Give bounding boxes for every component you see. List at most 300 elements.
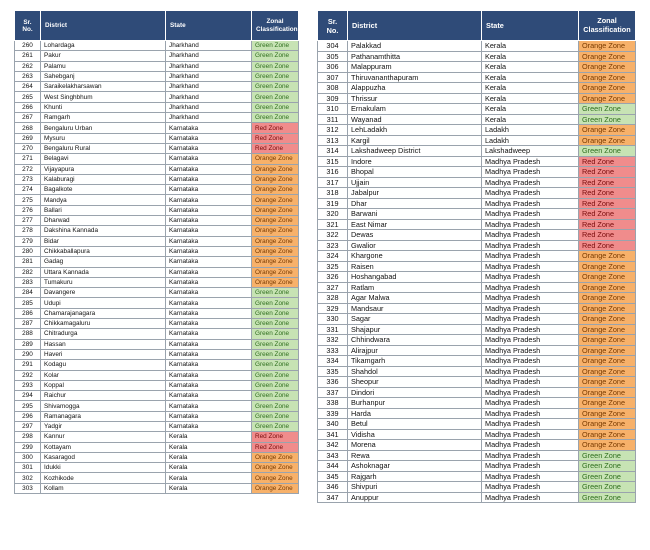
table-row	[15, 164, 299, 174]
table-row	[318, 461, 636, 472]
table-row	[318, 230, 636, 241]
district-cell: Gadag	[41, 257, 166, 267]
zone-cell: Orange Zone	[252, 205, 299, 215]
table-row	[15, 205, 299, 215]
state-cell: Kerala	[166, 483, 252, 493]
district-cell: Mandsaur	[348, 303, 482, 314]
sr-no-cell: 337	[318, 387, 348, 398]
district-cell: Kasaragod	[41, 452, 166, 462]
sr-no-cell: 335	[318, 366, 348, 377]
sr-no-cell: 301	[15, 463, 41, 473]
table-row	[15, 185, 299, 195]
zone-cell: Orange Zone	[579, 282, 636, 293]
zone-cell: Orange Zone	[252, 195, 299, 205]
table-row	[15, 195, 299, 205]
sr-no-cell: 342	[318, 440, 348, 451]
table-row	[318, 93, 636, 104]
state-cell: Jharkhand	[166, 71, 252, 81]
state-header: State	[482, 11, 579, 41]
table-row	[318, 303, 636, 314]
zone-cell: Green Zone	[252, 71, 299, 81]
district-cell: Udupi	[41, 298, 166, 308]
state-cell: Kerala	[166, 473, 252, 483]
table-row	[15, 432, 299, 442]
table-header-row	[318, 11, 636, 41]
state-cell: Karnataka	[166, 421, 252, 431]
sr-no-cell: 263	[15, 71, 41, 81]
district-header: District	[41, 11, 166, 41]
table-row	[318, 146, 636, 157]
state-cell: Madhya Pradesh	[482, 324, 579, 335]
zone-cell: Orange Zone	[252, 473, 299, 483]
sr-no-cell: 291	[15, 360, 41, 370]
state-cell: Karnataka	[166, 174, 252, 184]
zone-cell: Green Zone	[252, 288, 299, 298]
state-cell: Karnataka	[166, 205, 252, 215]
zone-cell: Red Zone	[579, 209, 636, 220]
sr-no-cell: 313	[318, 135, 348, 146]
zone-cell: Red Zone	[579, 198, 636, 209]
state-cell: Karnataka	[166, 123, 252, 133]
district-cell: Harda	[348, 408, 482, 419]
state-cell: Karnataka	[166, 308, 252, 318]
state-cell: Karnataka	[166, 298, 252, 308]
sr-no-cell: 290	[15, 349, 41, 359]
state-cell: Madhya Pradesh	[482, 492, 579, 503]
zone-cell: Red Zone	[252, 123, 299, 133]
district-cell: Bhopal	[348, 167, 482, 178]
table-row	[15, 421, 299, 431]
zone-cell: Red Zone	[579, 156, 636, 167]
sr-no-cell: 272	[15, 164, 41, 174]
district-cell: Koppal	[41, 380, 166, 390]
state-cell: Karnataka	[166, 143, 252, 153]
zone-cell: Orange Zone	[579, 429, 636, 440]
state-cell: Madhya Pradesh	[482, 419, 579, 430]
zone-cell: Orange Zone	[579, 419, 636, 430]
state-cell: Karnataka	[166, 246, 252, 256]
district-cell: Palamu	[41, 61, 166, 71]
district-cell: Dakshina Kannada	[41, 226, 166, 236]
table-row	[318, 387, 636, 398]
zone-cell: Red Zone	[252, 133, 299, 143]
district-cell: East Nimar	[348, 219, 482, 230]
zone-cell: Green Zone	[252, 421, 299, 431]
district-cell: Tumakuru	[41, 277, 166, 287]
zone-cell: Orange Zone	[579, 83, 636, 94]
state-cell: Madhya Pradesh	[482, 261, 579, 272]
zone-header: Zonal Classification	[579, 11, 636, 41]
table-row	[318, 62, 636, 73]
zone-cell: Green Zone	[252, 308, 299, 318]
table-row	[15, 463, 299, 473]
table-row	[318, 314, 636, 325]
state-cell: Madhya Pradesh	[482, 440, 579, 451]
state-cell: Madhya Pradesh	[482, 408, 579, 419]
table-row	[318, 429, 636, 440]
sr-no-header: Sr. No.	[15, 11, 41, 41]
district-cell: Ramgarh	[41, 113, 166, 123]
sr-no-cell: 268	[15, 123, 41, 133]
state-cell: Jharkhand	[166, 113, 252, 123]
table-row	[318, 219, 636, 230]
state-cell: Kerala	[166, 452, 252, 462]
table-row	[15, 51, 299, 61]
sr-no-cell: 284	[15, 288, 41, 298]
sr-no-cell: 274	[15, 185, 41, 195]
sr-no-cell: 334	[318, 356, 348, 367]
sr-no-cell: 297	[15, 421, 41, 431]
district-cell: Sagar	[348, 314, 482, 325]
district-cell: Khargone	[348, 251, 482, 262]
sr-no-cell: 327	[318, 282, 348, 293]
table-row	[318, 240, 636, 251]
zone-cell: Orange Zone	[252, 463, 299, 473]
table-row	[318, 188, 636, 199]
table-row	[15, 257, 299, 267]
district-cell: Rewa	[348, 450, 482, 461]
table-row	[15, 360, 299, 370]
zone-cell: Orange Zone	[579, 387, 636, 398]
table-row	[318, 471, 636, 482]
sr-no-header: Sr. No.	[318, 11, 348, 41]
zone-cell: Orange Zone	[579, 366, 636, 377]
sr-no-cell: 331	[318, 324, 348, 335]
zone-table-right	[317, 10, 636, 503]
sr-no-cell: 323	[318, 240, 348, 251]
sr-no-cell: 346	[318, 482, 348, 493]
state-cell: Kerala	[166, 463, 252, 473]
zone-cell: Orange Zone	[252, 246, 299, 256]
sr-no-cell: 264	[15, 82, 41, 92]
table-row	[15, 277, 299, 287]
zone-cell: Orange Zone	[579, 125, 636, 136]
state-cell: Madhya Pradesh	[482, 461, 579, 472]
state-cell: Ladakh	[482, 135, 579, 146]
table-row	[15, 41, 299, 51]
district-cell: Ramanagara	[41, 411, 166, 421]
state-cell: Karnataka	[166, 267, 252, 277]
district-cell: Agar Malwa	[348, 293, 482, 304]
table-row	[318, 345, 636, 356]
state-cell: Karnataka	[166, 319, 252, 329]
table-row	[15, 133, 299, 143]
zone-cell: Orange Zone	[579, 303, 636, 314]
state-cell: Madhya Pradesh	[482, 272, 579, 283]
table-row	[318, 408, 636, 419]
sr-no-cell: 332	[318, 335, 348, 346]
table-row	[318, 156, 636, 167]
zone-cell: Orange Zone	[579, 356, 636, 367]
sr-no-cell: 298	[15, 432, 41, 442]
table-row	[15, 483, 299, 493]
table-row	[15, 298, 299, 308]
zone-cell: Orange Zone	[579, 93, 636, 104]
zone-cell: Red Zone	[579, 219, 636, 230]
zone-cell: Orange Zone	[579, 261, 636, 272]
table-row	[15, 71, 299, 81]
zone-cell: Red Zone	[252, 143, 299, 153]
sr-no-cell: 317	[318, 177, 348, 188]
district-cell: Ratlam	[348, 282, 482, 293]
zone-cell: Green Zone	[252, 411, 299, 421]
district-cell: Ballari	[41, 205, 166, 215]
table-row	[318, 41, 636, 52]
district-cell: Barwani	[348, 209, 482, 220]
table-row	[15, 452, 299, 462]
state-cell: Kerala	[482, 51, 579, 62]
district-cell: Dharwad	[41, 216, 166, 226]
sr-no-cell: 322	[318, 230, 348, 241]
district-cell: Yadgir	[41, 421, 166, 431]
district-cell: Gwalior	[348, 240, 482, 251]
sr-no-cell: 320	[318, 209, 348, 220]
state-cell: Madhya Pradesh	[482, 429, 579, 440]
zone-cell: Orange Zone	[579, 135, 636, 146]
zone-cell: Green Zone	[252, 298, 299, 308]
district-cell: Ernakulam	[348, 104, 482, 115]
table-row	[15, 319, 299, 329]
state-cell: Karnataka	[166, 288, 252, 298]
zone-cell: Orange Zone	[579, 324, 636, 335]
table-row	[318, 377, 636, 388]
zone-cell: Green Zone	[252, 380, 299, 390]
zone-cell: Orange Zone	[579, 377, 636, 388]
sr-no-cell: 287	[15, 319, 41, 329]
zone-cell: Orange Zone	[252, 267, 299, 277]
state-cell: Madhya Pradesh	[482, 167, 579, 178]
district-cell: Kottayam	[41, 442, 166, 452]
zone-cell: Green Zone	[252, 401, 299, 411]
table-row	[15, 226, 299, 236]
sr-no-cell: 288	[15, 329, 41, 339]
state-cell: Madhya Pradesh	[482, 482, 579, 493]
district-cell: Idukki	[41, 463, 166, 473]
zone-cell: Orange Zone	[579, 335, 636, 346]
district-cell: Ashoknagar	[348, 461, 482, 472]
sr-no-cell: 299	[15, 442, 41, 452]
sr-no-cell: 343	[318, 450, 348, 461]
district-cell: Anuppur	[348, 492, 482, 503]
zone-cell: Orange Zone	[252, 154, 299, 164]
zone-cell: Orange Zone	[579, 408, 636, 419]
table-row	[318, 492, 636, 503]
sr-no-cell: 283	[15, 277, 41, 287]
table-row	[15, 401, 299, 411]
state-cell: Karnataka	[166, 380, 252, 390]
table-row	[318, 135, 636, 146]
table-row	[318, 83, 636, 94]
zone-cell: Orange Zone	[579, 398, 636, 409]
table-row	[15, 339, 299, 349]
zone-cell: Green Zone	[252, 329, 299, 339]
state-cell: Madhya Pradesh	[482, 230, 579, 241]
table-row	[318, 324, 636, 335]
sr-no-cell: 325	[318, 261, 348, 272]
sr-no-cell: 270	[15, 143, 41, 153]
zone-cell: Orange Zone	[252, 452, 299, 462]
sr-no-cell: 266	[15, 102, 41, 112]
district-cell: Mysuru	[41, 133, 166, 143]
district-cell: Morena	[348, 440, 482, 451]
table-row	[15, 154, 299, 164]
district-cell: West Singhbhum	[41, 92, 166, 102]
zone-cell: Orange Zone	[579, 293, 636, 304]
district-cell: Indore	[348, 156, 482, 167]
state-cell: Karnataka	[166, 164, 252, 174]
district-cell: Chikkaballapura	[41, 246, 166, 256]
zone-cell: Green Zone	[579, 450, 636, 461]
zone-cell: Green Zone	[579, 146, 636, 157]
state-cell: Madhya Pradesh	[482, 282, 579, 293]
sr-no-cell: 316	[318, 167, 348, 178]
state-cell: Madhya Pradesh	[482, 335, 579, 346]
table-row	[15, 391, 299, 401]
state-cell: Madhya Pradesh	[482, 209, 579, 220]
sr-no-cell: 312	[318, 125, 348, 136]
sr-no-cell: 285	[15, 298, 41, 308]
state-cell: Jharkhand	[166, 92, 252, 102]
sr-no-cell: 328	[318, 293, 348, 304]
sr-no-cell: 340	[318, 419, 348, 430]
state-cell: Jharkhand	[166, 41, 252, 51]
district-cell: Rajgarh	[348, 471, 482, 482]
table-row	[15, 82, 299, 92]
district-cell: Sahebganj	[41, 71, 166, 81]
district-cell: Kodagu	[41, 360, 166, 370]
state-cell: Karnataka	[166, 349, 252, 359]
district-cell: Tikamgarh	[348, 356, 482, 367]
sr-no-cell: 333	[318, 345, 348, 356]
zone-cell: Green Zone	[252, 339, 299, 349]
zone-cell: Orange Zone	[579, 51, 636, 62]
state-cell: Madhya Pradesh	[482, 219, 579, 230]
district-cell: Dindori	[348, 387, 482, 398]
sr-no-cell: 329	[318, 303, 348, 314]
district-cell: Bengaluru Urban	[41, 123, 166, 133]
state-cell: Karnataka	[166, 329, 252, 339]
zone-cell: Red Zone	[579, 230, 636, 241]
zone-cell: Orange Zone	[579, 41, 636, 52]
state-cell: Jharkhand	[166, 102, 252, 112]
state-cell: Kerala	[482, 83, 579, 94]
district-cell: Bagalkote	[41, 185, 166, 195]
district-cell: Belagavi	[41, 154, 166, 164]
sr-no-cell: 271	[15, 154, 41, 164]
zone-cell: Green Zone	[252, 113, 299, 123]
zone-cell: Orange Zone	[579, 314, 636, 325]
sr-no-cell: 321	[318, 219, 348, 230]
sr-no-cell: 269	[15, 133, 41, 143]
district-cell: Dewas	[348, 230, 482, 241]
zone-cell: Red Zone	[579, 188, 636, 199]
table-row	[318, 114, 636, 125]
district-cell: LehLadakh	[348, 125, 482, 136]
table-row	[318, 125, 636, 136]
district-cell: Thiruvananthapuram	[348, 72, 482, 83]
table-row	[15, 143, 299, 153]
district-cell: Shivpuri	[348, 482, 482, 493]
state-cell: Kerala	[482, 72, 579, 83]
state-cell: Karnataka	[166, 236, 252, 246]
sr-no-cell: 295	[15, 401, 41, 411]
state-cell: Madhya Pradesh	[482, 251, 579, 262]
district-cell: Khunti	[41, 102, 166, 112]
state-cell: Karnataka	[166, 360, 252, 370]
state-cell: Karnataka	[166, 154, 252, 164]
sr-no-cell: 277	[15, 216, 41, 226]
table-row	[15, 61, 299, 71]
district-cell: Sheopur	[348, 377, 482, 388]
table-row	[15, 411, 299, 421]
zone-cell: Green Zone	[252, 41, 299, 51]
sr-no-cell: 341	[318, 429, 348, 440]
table-row	[15, 349, 299, 359]
district-cell: Raisen	[348, 261, 482, 272]
sr-no-cell: 294	[15, 391, 41, 401]
table-row	[318, 261, 636, 272]
state-cell: Madhya Pradesh	[482, 345, 579, 356]
district-cell: Alirajpur	[348, 345, 482, 356]
district-cell: Thrissur	[348, 93, 482, 104]
state-cell: Madhya Pradesh	[482, 156, 579, 167]
table-row	[318, 366, 636, 377]
district-cell: Chamarajanagara	[41, 308, 166, 318]
state-cell: Jharkhand	[166, 61, 252, 71]
state-cell: Jharkhand	[166, 82, 252, 92]
table-row	[15, 102, 299, 112]
district-cell: Saraikelakharsawan	[41, 82, 166, 92]
state-cell: Madhya Pradesh	[482, 188, 579, 199]
table-row	[318, 104, 636, 115]
district-cell: Alappuzha	[348, 83, 482, 94]
state-cell: Karnataka	[166, 391, 252, 401]
zone-cell: Orange Zone	[579, 72, 636, 83]
sr-no-cell: 344	[318, 461, 348, 472]
sr-no-cell: 273	[15, 174, 41, 184]
district-cell: Burhanpur	[348, 398, 482, 409]
sr-no-cell: 261	[15, 51, 41, 61]
table-row	[318, 209, 636, 220]
state-cell: Karnataka	[166, 339, 252, 349]
table-row	[15, 308, 299, 318]
sr-no-cell: 278	[15, 226, 41, 236]
sr-no-cell: 319	[318, 198, 348, 209]
zone-cell: Green Zone	[252, 370, 299, 380]
district-cell: Bidar	[41, 236, 166, 246]
zone-cell: Green Zone	[579, 482, 636, 493]
state-cell: Kerala	[482, 41, 579, 52]
state-cell: Karnataka	[166, 257, 252, 267]
district-cell: Hassan	[41, 339, 166, 349]
zone-cell: Green Zone	[252, 349, 299, 359]
zone-cell: Green Zone	[252, 102, 299, 112]
zone-cell: Orange Zone	[252, 277, 299, 287]
sr-no-cell: 275	[15, 195, 41, 205]
district-cell: Raichur	[41, 391, 166, 401]
sr-no-cell: 336	[318, 377, 348, 388]
district-cell: Kozhikode	[41, 473, 166, 483]
district-cell: Haveri	[41, 349, 166, 359]
district-cell: Vijayapura	[41, 164, 166, 174]
table-row	[15, 288, 299, 298]
district-cell: Wayanad	[348, 114, 482, 125]
state-cell: Madhya Pradesh	[482, 293, 579, 304]
table-row	[15, 370, 299, 380]
state-cell: Kerala	[482, 62, 579, 73]
state-cell: Lakshadweep	[482, 146, 579, 157]
zone-cell: Green Zone	[252, 391, 299, 401]
